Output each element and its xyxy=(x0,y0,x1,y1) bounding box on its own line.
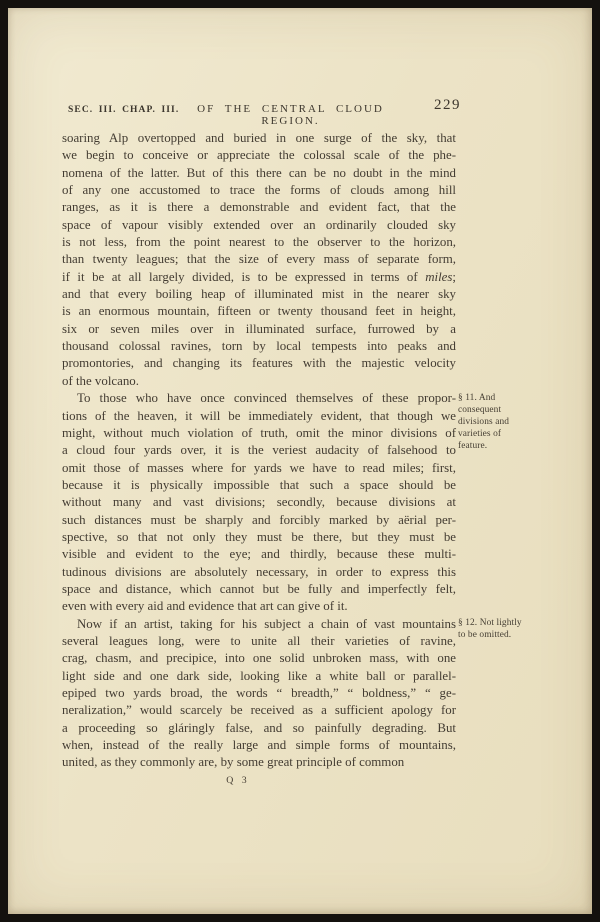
text-line: united, as they commonly are, by some great principle of common xyxy=(62,755,405,770)
text-line: promontories, and changing its features with the majestic velocity xyxy=(62,356,456,371)
text-line: of the volcano. xyxy=(62,373,139,388)
text-line: six or seven miles over in illuminated surface, furrowed by a xyxy=(62,321,456,336)
text-line: crag, chasm, and precipice, into one solid unbroken mass, with one xyxy=(62,651,456,666)
book-page-paper xyxy=(8,8,592,914)
text-line: omit those of masses where for yards we have to read miles; first, xyxy=(62,460,456,475)
text-line: visible and evident to the eye; and thirdly, because these multi- xyxy=(62,547,456,562)
text-line: we begin to conceive or appreciate the colossal scale of the phe- xyxy=(62,148,456,163)
text-line: Now if an artist, taking for his subject a chain of vast mountains xyxy=(77,616,456,631)
text-line: space of vapour visibly extended over an ordinarily clouded sky xyxy=(62,217,456,232)
text-line: if it be at all largely divided, is to be expressed in terms of miles; xyxy=(62,269,456,284)
text-line: a cloud four yards over, it is the veriest audacity of falsehood to xyxy=(62,443,456,458)
text-line: of any one accustomed to trace the forms of clouds among hill xyxy=(62,183,456,198)
text-line: without many and vast divisions; secondly, because divisions at xyxy=(62,495,456,510)
text-line: is an enormous mountain, fifteen or twenty thousand feet in height, xyxy=(62,304,456,319)
text-line: ranges, as it is there a demonstrable and evident fact, that the xyxy=(62,200,456,215)
running-header-section: SEC. III. CHAP. III. xyxy=(68,105,180,115)
text-line: even with every aid and evidence that art can give of it. xyxy=(62,599,348,614)
text-line: thousand colossal ravines, torn by local tempests into peaks and xyxy=(62,339,456,354)
text-line: several leagues long, were to unite all their varieties of ravine, xyxy=(62,633,456,648)
text-line: such distances must be sharply and forcibly marked by aërial per- xyxy=(62,512,456,527)
margin-note-section-11: § 11. And consequent divisions and varieties of feature. xyxy=(458,393,510,451)
body-text xyxy=(62,130,456,772)
text-line: when, instead of the really large and simple forms of mountains, xyxy=(62,738,456,753)
text-line: To those who have once convinced themselves of these propor- xyxy=(77,391,456,406)
text-line: is not less, from the point nearest to the observer to the horizon, xyxy=(62,235,456,250)
page-number: 229 xyxy=(434,97,461,113)
margin-note-section-12: § 12. Not lightly to be omitted. xyxy=(458,618,522,640)
text-line: might, without much violation of truth, omit the minor divisions of xyxy=(62,425,456,440)
text-line: because it is physically impossible that such a space should be xyxy=(62,477,456,492)
text-line: tions of the heaven, it will be immediately evident, that though we xyxy=(62,408,456,423)
text-line: spective, so that not only they must be there, but they must be xyxy=(62,529,456,544)
text-line: nomena of the latter. But of this there can be no doubt in the mind xyxy=(62,165,456,180)
text-line: epiped two yards broad, the words “ breadth,” “ boldness,” “ ge- xyxy=(62,686,456,700)
text-line: and that every boiling heap of illuminated mist in the nearer sky xyxy=(62,287,456,302)
text-line: space and distance, which cannot but be fully and imperfectly felt, xyxy=(62,581,456,596)
text-line: neralization,” would scarcely be received as a sufficient apology for xyxy=(62,703,456,718)
text-line: light side and one dark side, looking like a white ball or parallel- xyxy=(62,668,456,683)
running-header-title: OF THE CENTRAL CLOUD REGION. xyxy=(197,103,384,127)
signature-mark: Q 3 xyxy=(226,775,250,786)
text-line: tudinous divisions are absolutely necessary, in order to express this xyxy=(62,564,456,579)
text-line: a proceeding so gláringly false, and so painfully degrading. But xyxy=(62,720,456,735)
text-line: than twenty leagues; that the size of every mass of separate form, xyxy=(62,252,456,267)
text-line: soaring Alp overtopped and buried in one surge of the sky, that xyxy=(62,131,456,145)
